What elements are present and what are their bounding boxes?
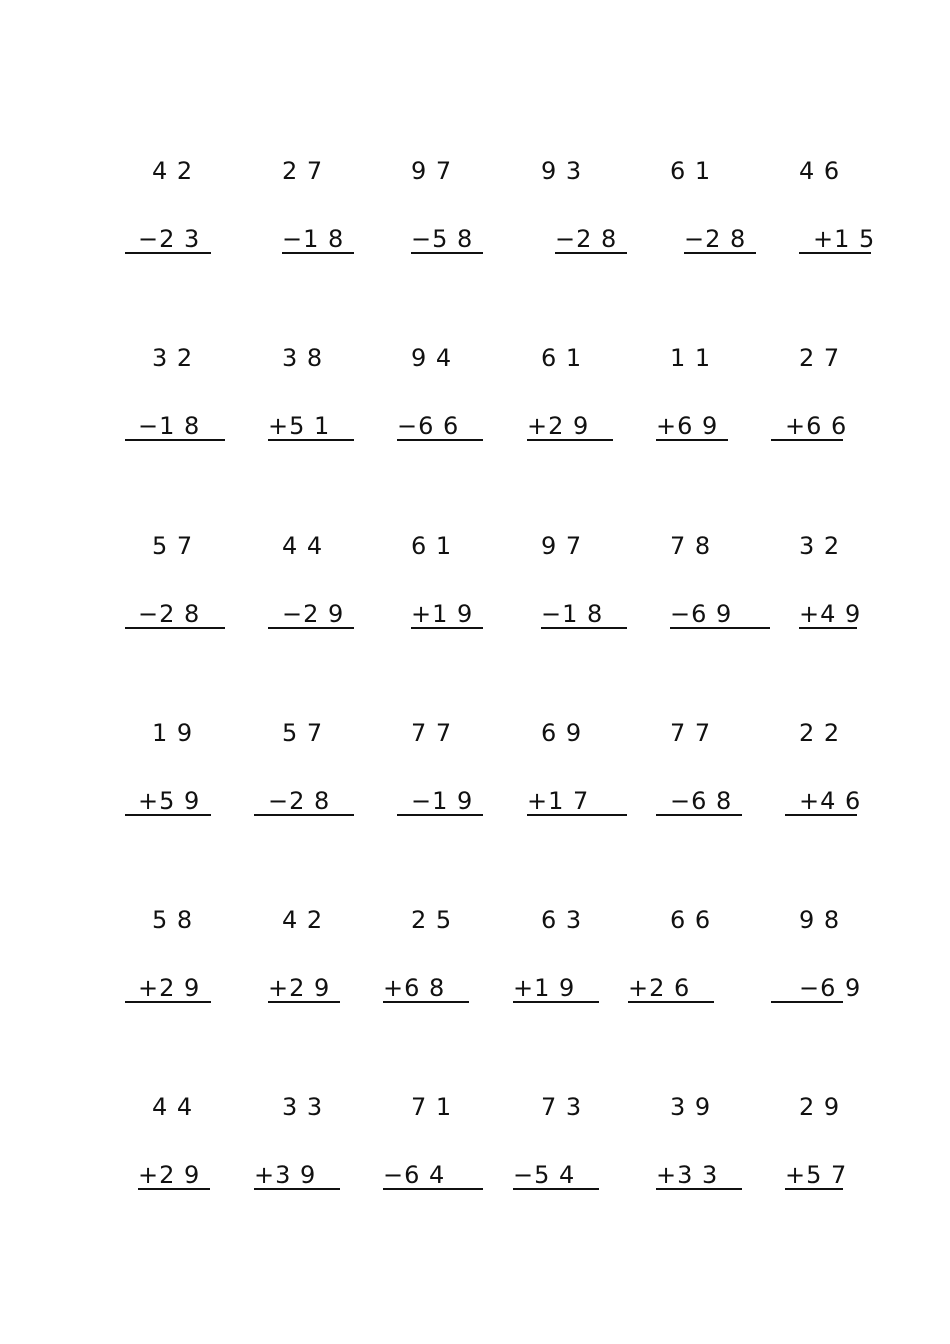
problem-r1-c5 — [670, 156, 800, 266]
bottom-operand: +4 9 — [799, 600, 862, 628]
problem-r4-c4 — [527, 718, 671, 828]
bottom-operand: −2 8 — [555, 225, 618, 253]
top-number: 3 8 — [282, 344, 324, 372]
answer-line — [670, 627, 770, 629]
top-number: 4 6 — [799, 157, 841, 185]
top-number: 2 5 — [411, 906, 453, 934]
problem-r1-c3 — [411, 156, 541, 266]
top-number: 5 8 — [152, 906, 194, 934]
problem-r1-c4 — [541, 156, 671, 266]
top-number: 2 9 — [799, 1093, 841, 1121]
bottom-operand: +6 6 — [785, 412, 848, 440]
answer-line — [125, 814, 211, 816]
bottom-operand: +1 5 — [813, 225, 876, 253]
top-number: 9 7 — [541, 532, 583, 560]
answer-line — [541, 627, 627, 629]
answer-line — [513, 1001, 599, 1003]
problem-r4-c5 — [670, 718, 800, 828]
top-number: 3 3 — [282, 1093, 324, 1121]
problem-r3-c6 — [799, 531, 929, 641]
problem-r1-c6 — [799, 156, 929, 266]
problem-r1-c2 — [282, 156, 412, 266]
answer-line — [125, 627, 225, 629]
top-number: 7 7 — [670, 719, 712, 747]
bottom-operand: −1 8 — [138, 412, 201, 440]
bottom-operand: −6 9 — [670, 600, 733, 628]
problem-r6-c5 — [656, 1092, 800, 1202]
bottom-operand: +4 6 — [799, 787, 862, 815]
top-number: 9 4 — [411, 344, 453, 372]
top-number: 3 2 — [152, 344, 194, 372]
answer-line — [125, 1001, 211, 1003]
problem-r2-c2 — [268, 343, 412, 453]
answer-line — [785, 814, 857, 816]
answer-line — [383, 1001, 469, 1003]
bottom-operand: +1 7 — [527, 787, 590, 815]
answer-line — [254, 814, 354, 816]
top-number: 7 3 — [541, 1093, 583, 1121]
answer-line — [513, 1188, 599, 1190]
problem-r5-c6 — [799, 905, 929, 1015]
answer-line — [268, 1001, 340, 1003]
problem-r3-c1 — [138, 531, 282, 641]
problem-r2-c4 — [527, 343, 671, 453]
problem-r2-c6 — [785, 343, 929, 453]
answer-line — [138, 1188, 210, 1190]
top-number: 2 2 — [799, 719, 841, 747]
bottom-operand: −1 9 — [411, 787, 474, 815]
answer-line — [268, 439, 354, 441]
top-number: 6 3 — [541, 906, 583, 934]
bottom-operand: +5 1 — [268, 412, 331, 440]
top-number: 4 2 — [152, 157, 194, 185]
top-number: 4 2 — [282, 906, 324, 934]
bottom-operand: +2 9 — [527, 412, 590, 440]
answer-line — [125, 439, 225, 441]
problem-r3-c3 — [411, 531, 541, 641]
answer-line — [785, 1188, 843, 1190]
problem-r6-c6 — [785, 1092, 929, 1202]
answer-line — [684, 252, 756, 254]
bottom-operand: −6 9 — [799, 974, 862, 1002]
bottom-operand: −6 4 — [383, 1161, 446, 1189]
bottom-operand: +1 9 — [513, 974, 576, 1002]
answer-line — [282, 252, 354, 254]
top-number: 9 8 — [799, 906, 841, 934]
answer-line — [656, 1188, 742, 1190]
answer-line — [411, 252, 483, 254]
top-number: 5 7 — [282, 719, 324, 747]
problem-r1-c1 — [138, 156, 282, 266]
bottom-operand: −2 3 — [138, 225, 201, 253]
problem-r3-c2 — [282, 531, 412, 641]
answer-line — [254, 1188, 340, 1190]
top-number: 2 7 — [799, 344, 841, 372]
top-number: 6 1 — [411, 532, 453, 560]
bottom-operand: +5 7 — [785, 1161, 848, 1189]
problem-r3-c5 — [670, 531, 800, 641]
top-number: 4 4 — [152, 1093, 194, 1121]
top-number: 3 2 — [799, 532, 841, 560]
top-number: 6 6 — [670, 906, 712, 934]
top-number: 2 7 — [282, 157, 324, 185]
bottom-operand: +2 9 — [138, 974, 201, 1002]
bottom-operand: −2 8 — [268, 787, 331, 815]
problem-r6-c4 — [513, 1092, 671, 1202]
problem-r4-c1 — [138, 718, 282, 828]
bottom-operand: +3 3 — [656, 1161, 719, 1189]
answer-line — [125, 252, 211, 254]
bottom-operand: −1 8 — [541, 600, 604, 628]
top-number: 3 9 — [670, 1093, 712, 1121]
bottom-operand: +6 9 — [656, 412, 719, 440]
top-number: 1 9 — [152, 719, 194, 747]
problem-r3-c4 — [541, 531, 671, 641]
answer-line — [771, 1001, 843, 1003]
top-number: 9 7 — [411, 157, 453, 185]
top-number: 7 7 — [411, 719, 453, 747]
bottom-operand: +2 9 — [268, 974, 331, 1002]
problem-r2-c3 — [397, 343, 541, 453]
answer-line — [527, 439, 613, 441]
top-number: 7 1 — [411, 1093, 453, 1121]
answer-line — [656, 814, 742, 816]
answer-line — [268, 627, 354, 629]
bottom-operand: +2 9 — [138, 1161, 201, 1189]
answer-line — [799, 252, 871, 254]
top-number: 6 1 — [541, 344, 583, 372]
top-number: 9 3 — [541, 157, 583, 185]
bottom-operand: +5 9 — [138, 787, 201, 815]
answer-line — [555, 252, 627, 254]
problem-r4-c6 — [799, 718, 929, 828]
answer-line — [527, 814, 627, 816]
bottom-operand: −2 8 — [684, 225, 747, 253]
bottom-operand: −5 4 — [513, 1161, 576, 1189]
problem-r4-c2 — [268, 718, 412, 828]
bottom-operand: +3 9 — [254, 1161, 317, 1189]
problem-r5-c5 — [628, 905, 800, 1015]
answer-line — [383, 1188, 483, 1190]
bottom-operand: +1 9 — [411, 600, 474, 628]
top-number: 6 9 — [541, 719, 583, 747]
bottom-operand: −6 8 — [670, 787, 733, 815]
answer-line — [771, 439, 843, 441]
bottom-operand: +2 6 — [628, 974, 691, 1002]
problem-r2-c1 — [138, 343, 282, 453]
bottom-operand: −5 8 — [411, 225, 474, 253]
problem-r5-c1 — [138, 905, 282, 1015]
top-number: 5 7 — [152, 532, 194, 560]
top-number: 6 1 — [670, 157, 712, 185]
answer-line — [628, 1001, 714, 1003]
problem-r2-c5 — [656, 343, 800, 453]
answer-line — [397, 439, 483, 441]
answer-line — [656, 439, 728, 441]
top-number: 1 1 — [670, 344, 712, 372]
answer-line — [397, 814, 483, 816]
bottom-operand: −1 8 — [282, 225, 345, 253]
answer-line — [799, 627, 857, 629]
bottom-operand: +6 8 — [383, 974, 446, 1002]
top-number: 7 8 — [670, 532, 712, 560]
bottom-operand: −2 9 — [282, 600, 345, 628]
answer-line — [411, 627, 483, 629]
top-number: 4 4 — [282, 532, 324, 560]
bottom-operand: −6 6 — [397, 412, 460, 440]
bottom-operand: −2 8 — [138, 600, 201, 628]
problem-r4-c3 — [411, 718, 541, 828]
